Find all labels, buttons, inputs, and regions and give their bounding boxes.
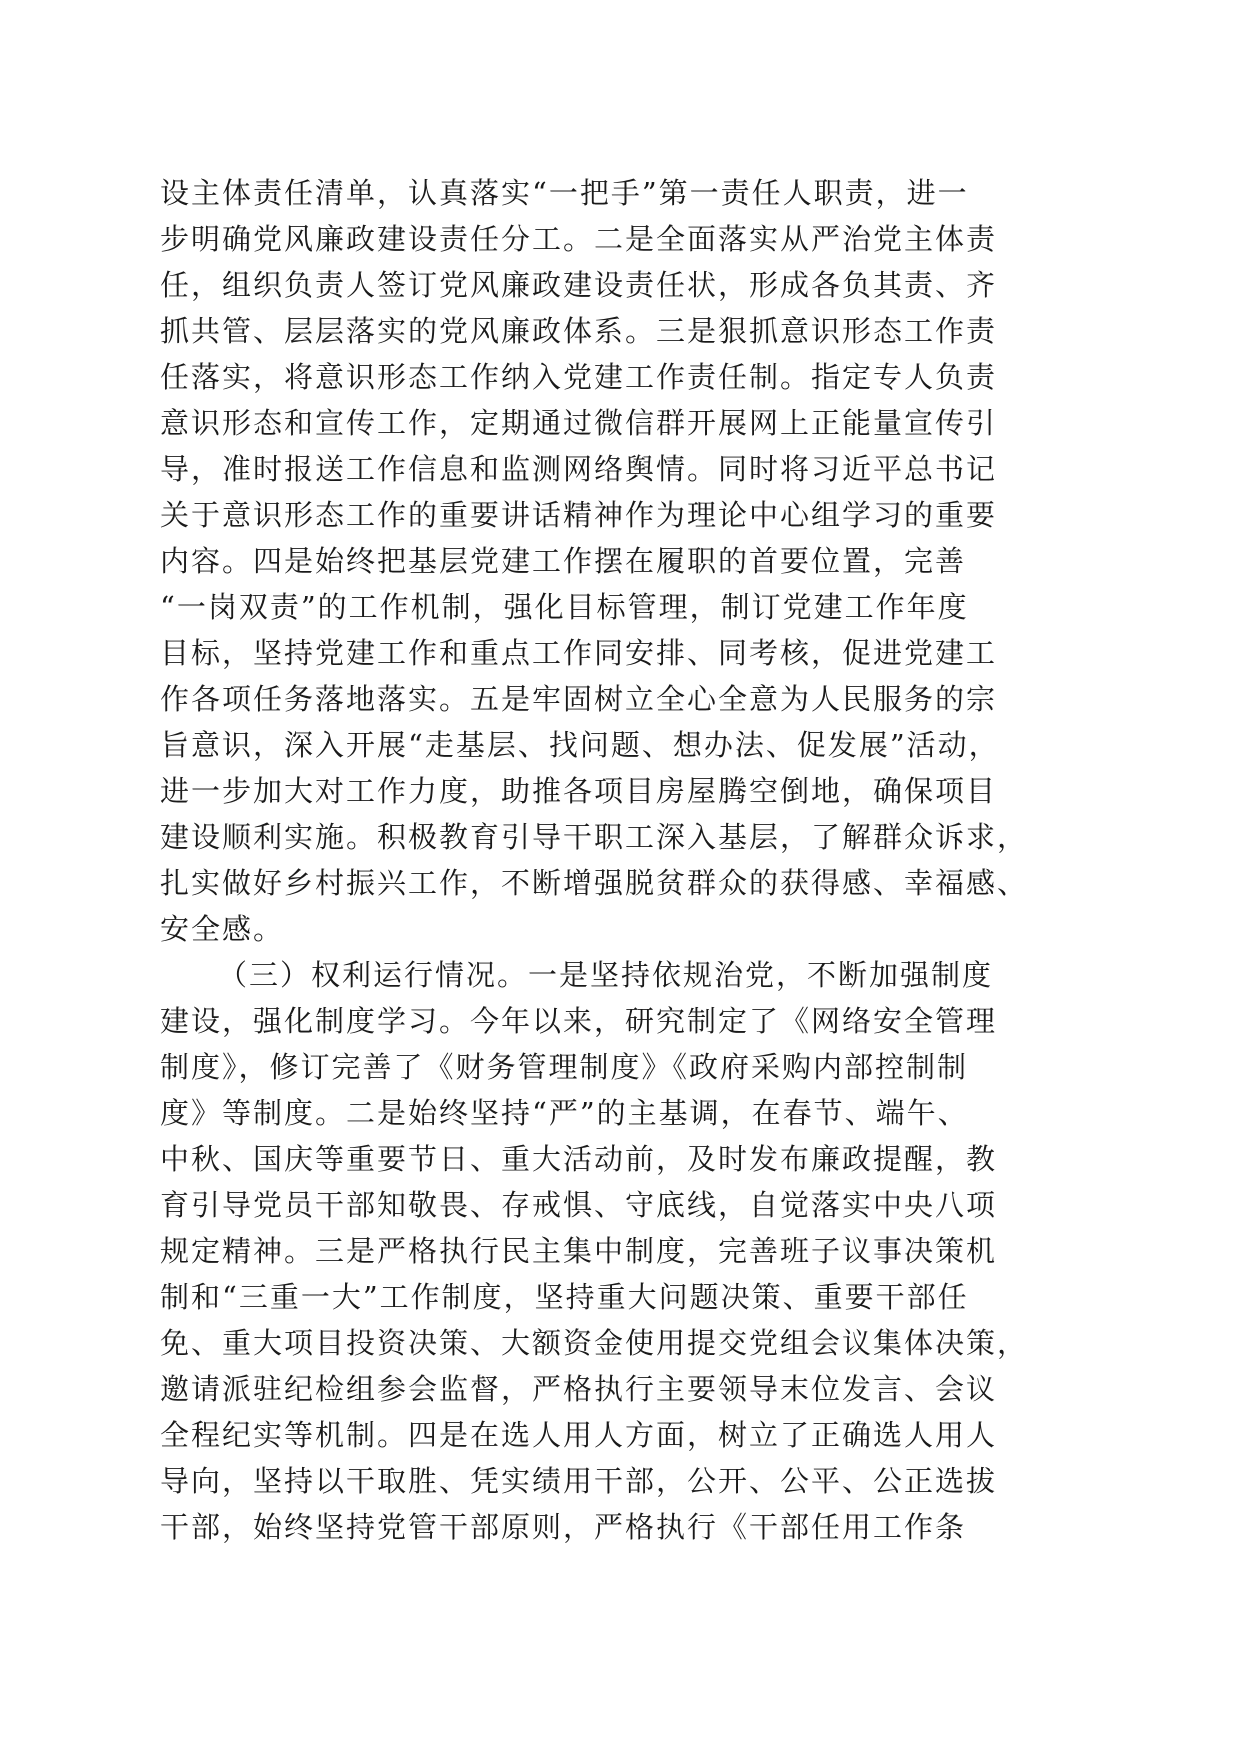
text-line: 干部，始终坚持党管干部原则，严格执行《干部任用工作条 [160, 1510, 967, 1544]
text-line: 关于意识形态工作的重要讲话精神作为理论中心组学习的重要 [160, 498, 998, 532]
text-line: 规定精神。三是严格执行民主集中制度，完善班子议事决策机 [160, 1234, 998, 1268]
text-line: 建设，强化制度学习。今年以来，研究制定了《网络安全管理 [160, 1004, 998, 1038]
text-line: 任落实，将意识形态工作纳入党建工作责任制。指定专人负责 [160, 360, 998, 394]
text-line: 度》等制度。二是始终坚持“严”的主基调，在春节、端午、 [160, 1096, 969, 1130]
text-line: 设主体责任清单，认真落实“一把手”第一责任人职责，进一 [160, 176, 969, 210]
text-line: 制和“三重一大”工作制度，坚持重大问题决策、重要干部任 [160, 1280, 969, 1314]
text-line: 导，准时报送工作信息和监测网络舆情。同时将习近平总书记 [160, 452, 998, 486]
text-line: 扎实做好乡村振兴工作，不断增强脱贫群众的获得感、幸福感、 [160, 866, 1029, 900]
body-text [160, 170, 1100, 1550]
text-line: 步明确党风廉政建设责任分工。二是全面落实从严治党主体责 [160, 222, 998, 256]
text-line: 邀请派驻纪检组参会监督，严格执行主要领导末位发言、会议 [160, 1372, 998, 1406]
text-line: 任，组织负责人签订党风廉政建设责任状，形成各负其责、齐 [160, 268, 998, 302]
text-line: 全程纪实等机制。四是在选人用人方面，树立了正确选人用人 [160, 1418, 998, 1452]
text-line: 导向，坚持以干取胜、凭实绩用干部，公开、公平、公正选拔 [160, 1464, 998, 1498]
text-line: “一岗双责”的工作机制，强化目标管理，制订党建工作年度 [160, 590, 969, 624]
text-line: 旨意识，深入开展“走基层、找问题、想办法、促发展”活动， [160, 728, 1000, 762]
text-line: 中秋、国庆等重要节日、重大活动前，及时发布廉政提醒，教 [160, 1142, 998, 1176]
text-line: 育引导党员干部知敬畏、存戒惧、守底线，自觉落实中央八项 [160, 1188, 998, 1222]
text-line: 内容。四是始终把基层党建工作摆在履职的首要位置，完善 [160, 544, 967, 578]
text-line: 作各项任务落地落实。五是牢固树立全心全意为人民服务的宗 [160, 682, 998, 716]
section-heading-line: （三）权利运行情况。一是坚持依规治党，不断加强制度 [218, 958, 994, 992]
text-line: 安全感。 [160, 912, 285, 946]
text-line: 意识形态和宣传工作，定期通过微信群开展网上正能量宣传引 [160, 406, 998, 440]
text-line: 制度》，修订完善了《财务管理制度》《政府采购内部控制制 [160, 1050, 969, 1084]
text-line: 目标，坚持党建工作和重点工作同安排、同考核，促进党建工 [160, 636, 998, 670]
text-line: 建设顺利实施。积极教育引导干职工深入基层，了解群众诉求， [160, 820, 1029, 854]
text-line: 抓共管、层层落实的党风廉政体系。三是狠抓意识形态工作责 [160, 314, 998, 348]
text-line: 进一步加大对工作力度，助推各项目房屋腾空倒地，确保项目 [160, 774, 998, 808]
text-line: 免、重大项目投资决策、大额资金使用提交党组会议集体决策， [160, 1326, 1029, 1360]
